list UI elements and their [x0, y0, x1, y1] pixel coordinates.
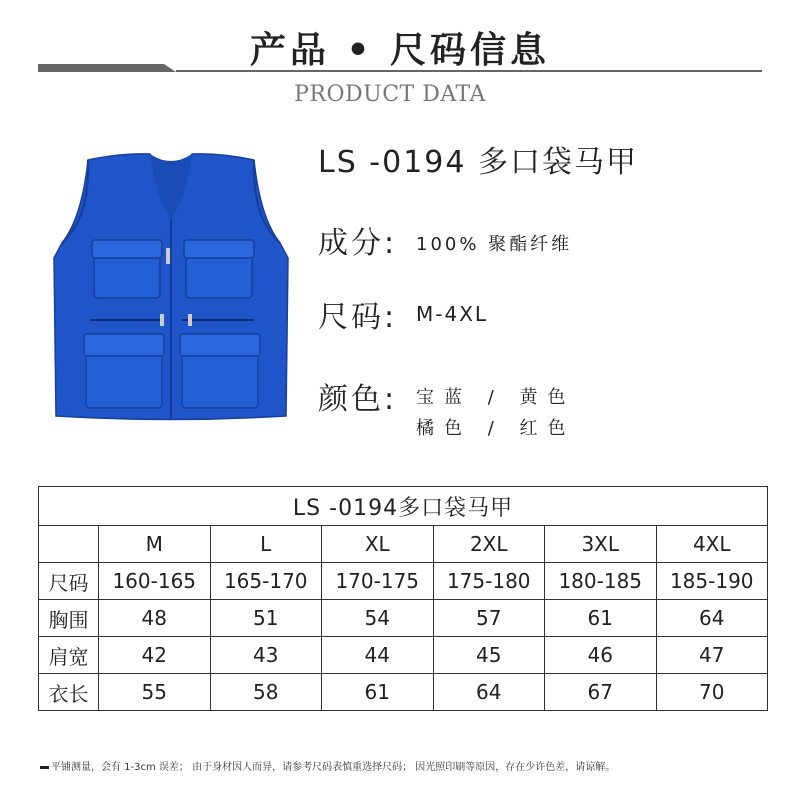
size-header: 3XL: [545, 526, 657, 563]
product-name: LS -0194 多口袋马甲: [318, 145, 639, 180]
table-cell: 58: [210, 674, 322, 711]
table-row: [39, 674, 768, 711]
size-chart-table: [38, 486, 768, 711]
table-cell: 45: [433, 637, 545, 674]
material-value: 100% 聚酯纤维: [416, 234, 573, 255]
table-corner-cell: [39, 526, 99, 563]
table-cell: 51: [210, 600, 322, 637]
table-cell: 70: [656, 674, 768, 711]
row-label: 尺码: [39, 563, 99, 600]
size-value: M-4XL: [416, 302, 489, 326]
color-value-line-2: 橘色 / 红色: [416, 418, 576, 439]
table-cell: 61: [322, 674, 434, 711]
table-caption: LS -0194多口袋马甲: [39, 487, 768, 526]
table-cell: 43: [210, 637, 322, 674]
table-cell: 180-185: [545, 563, 657, 600]
size-header: M: [99, 526, 211, 563]
table-cell: 175-180: [433, 563, 545, 600]
table-caption-row: [39, 487, 768, 526]
table-cell: 55: [99, 674, 211, 711]
table-row: [39, 563, 768, 600]
color-value-line-1: 宝蓝 / 黄色: [416, 387, 576, 408]
table-cell: 64: [656, 600, 768, 637]
title-divider: [38, 64, 762, 74]
table-header-row: [39, 526, 768, 563]
page-subtitle: PRODUCT DATA: [294, 82, 486, 107]
table-cell: 170-175: [322, 563, 434, 600]
page-title: 产品 • 尺码信息: [249, 30, 551, 71]
table-cell: 61: [545, 600, 657, 637]
footnote-text: 平铺测量，会有 1-3cm 误差； 由于身材因人而异，请参考尺码表慎重选择尺码； 因光照印刷等原因，存在少许色差，请谅解。: [51, 762, 616, 773]
table-row: [39, 600, 768, 637]
size-label: 尺码:: [318, 300, 398, 335]
size-header: XL: [322, 526, 434, 563]
row-label: 肩宽: [39, 637, 99, 674]
table-cell: 54: [322, 600, 434, 637]
table-cell: 47: [656, 637, 768, 674]
table-cell: 48: [99, 600, 211, 637]
table-cell: 165-170: [210, 563, 322, 600]
table-cell: 67: [545, 674, 657, 711]
size-header: 2XL: [433, 526, 545, 563]
size-header: 4XL: [656, 526, 768, 563]
table-row: [39, 637, 768, 674]
material-label: 成分:: [318, 226, 398, 261]
table-cell: 44: [322, 637, 434, 674]
table-cell: 160-165: [99, 563, 211, 600]
table-cell: 185-190: [656, 563, 768, 600]
color-label: 颜色:: [318, 382, 398, 417]
footnote: [40, 758, 615, 773]
vest-product-image: [50, 148, 292, 423]
table-cell: 46: [545, 637, 657, 674]
footnote-marker: [40, 766, 49, 769]
size-header: L: [210, 526, 322, 563]
table-cell: 42: [99, 637, 211, 674]
row-label: 胸围: [39, 600, 99, 637]
table-cell: 64: [433, 674, 545, 711]
table-cell: 57: [433, 600, 545, 637]
row-label: 衣长: [39, 674, 99, 711]
